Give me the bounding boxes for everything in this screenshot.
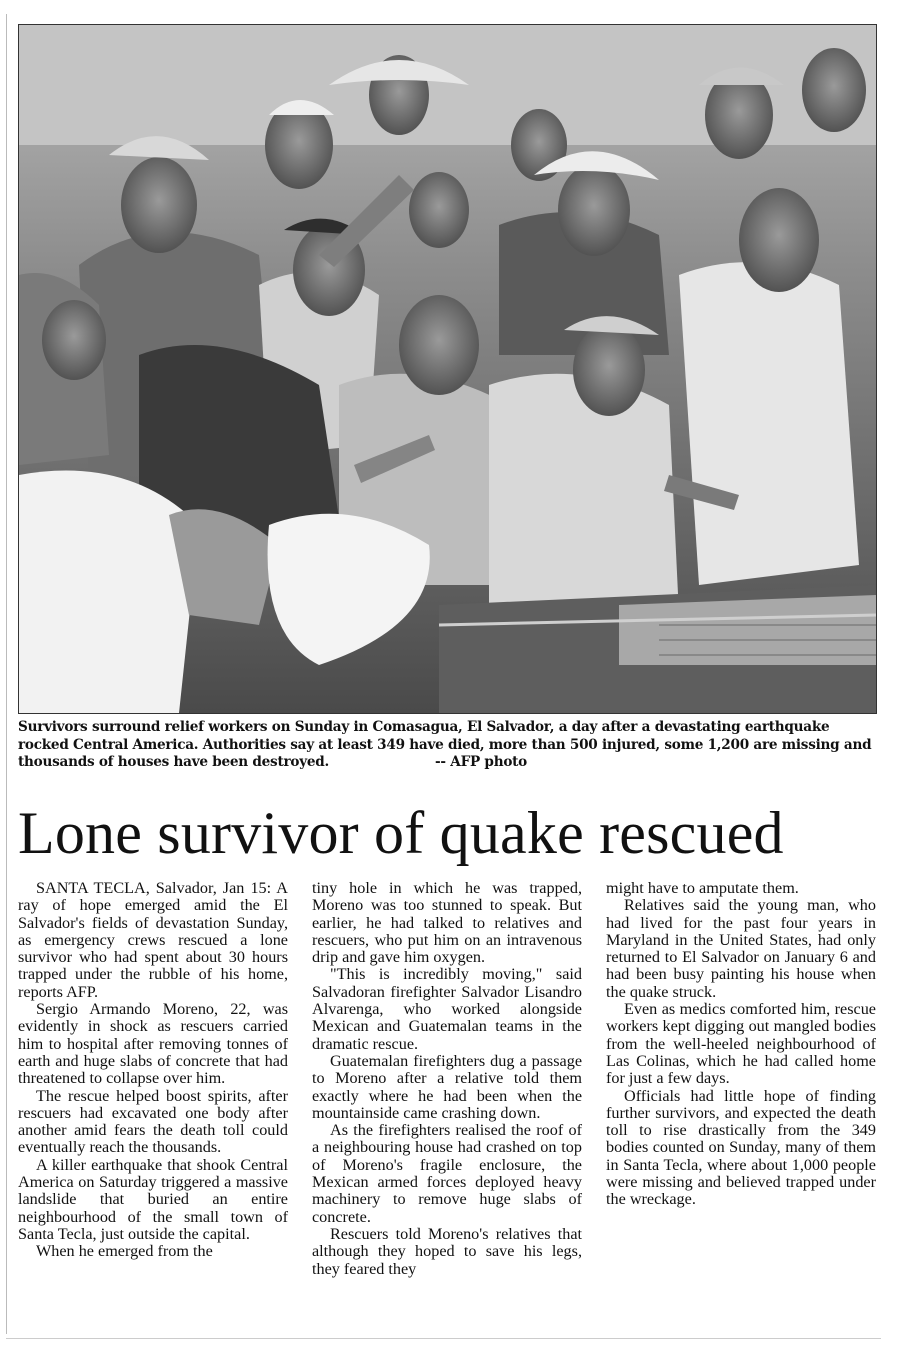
article-paragraph: A killer earthquake that shook Central America on Saturday triggered a massive landslide that buried an entire neighbourhood of the small town of Santa Tecla, just outside the capital. xyxy=(18,1155,288,1243)
article-paragraph: Sergio Armando Moreno, 22, was evidently in shock as rescuers carried him to hospital after removing tonnes of earth and huge slabs of concrete that had threatened to collapse over him. xyxy=(18,1000,288,1088)
article-paragraph: SANTA TECLA, Salvador, Jan 15: A ray of hope emerged amid the El Salvador's fields of devastation Sunday, as emergency crews rescued a lone survivor who had spent about 30 hours trapped under the rubble of his home, reports AFP. xyxy=(18,879,288,1001)
article-column-1 xyxy=(18,880,288,1278)
article-paragraph: Rescuers told Moreno's relatives that although they hoped to save his legs, they feared they xyxy=(312,1224,582,1278)
article-paragraph: Guatemalan firefighters dug a passage to Moreno after a relative told them exactly where he had been when the mountainside came crashing down. xyxy=(312,1051,582,1122)
article-paragraph: Even as medics comforted him, rescue workers kept digging out mangled bodies from the well-heeled neighbourhood of Las Colinas, which he had called home for just a few days. xyxy=(606,1000,876,1088)
article-paragraph: The rescue helped boost spirits, after rescuers had excavated one body after another amid fears the death toll could eventually reach the thousands. xyxy=(18,1086,288,1157)
article-paragraph: Relatives said the young man, who had lived for the past four years in Maryland in the United States, had only returned to El Salvador on January 6 and had been busy painting his house when the quake struck. xyxy=(606,896,876,1001)
article-paragraph: When he emerged from the xyxy=(36,1242,213,1261)
article-column-3 xyxy=(606,880,876,1278)
article-body xyxy=(18,880,878,1278)
crowd-photo-icon xyxy=(19,25,876,713)
article-paragraph: "This is incredibly moving," said Salvadoran firefighter Salvador Lisandro Alvarenga, who worked alongside Mexican and Guatemalan teams in the dramatic rescue. xyxy=(312,965,582,1053)
article-paragraph: Officials had little hope of finding further survivors, and expected the death toll to rise drastically from the 349 bodies counted on Sunday, many of them in Santa Tecla, where about 1,000 people were missing and believed trapped under the wreckage. xyxy=(606,1086,876,1209)
article-paragraph: tiny hole in which he was trapped, Moreno was too stunned to speak. But earlier, he had talked to relatives and rescuers, who put him on an intravenous drip and gave him oxygen. xyxy=(312,879,582,967)
caption-text: Survivors surround relief workers on Sunday in Comasagua, El Salvador, a day after a devastating earthquake rocked Central America. Authorities say at least 349 have died, more than 500 injured, some 1,200 are missing and thousands of houses have been destroyed. xyxy=(18,719,872,770)
headline: Lone survivor of quake rescued xyxy=(18,800,784,866)
photo-credit: -- AFP photo xyxy=(435,754,527,770)
photo-caption xyxy=(18,719,878,772)
article-paragraph: As the firefighters realised the roof of a neighbouring house had crashed on top of Moreno's fragile enclosure, the Mexican armed forces deployed heavy machinery to remove huge slabs of concrete. xyxy=(312,1121,582,1226)
page-left-rule xyxy=(6,14,7,1334)
article-paragraph: might have to amputate them. xyxy=(606,879,799,897)
crowd-photo xyxy=(18,24,877,714)
article-column-2 xyxy=(312,880,582,1278)
page-bottom-rule xyxy=(6,1338,881,1339)
